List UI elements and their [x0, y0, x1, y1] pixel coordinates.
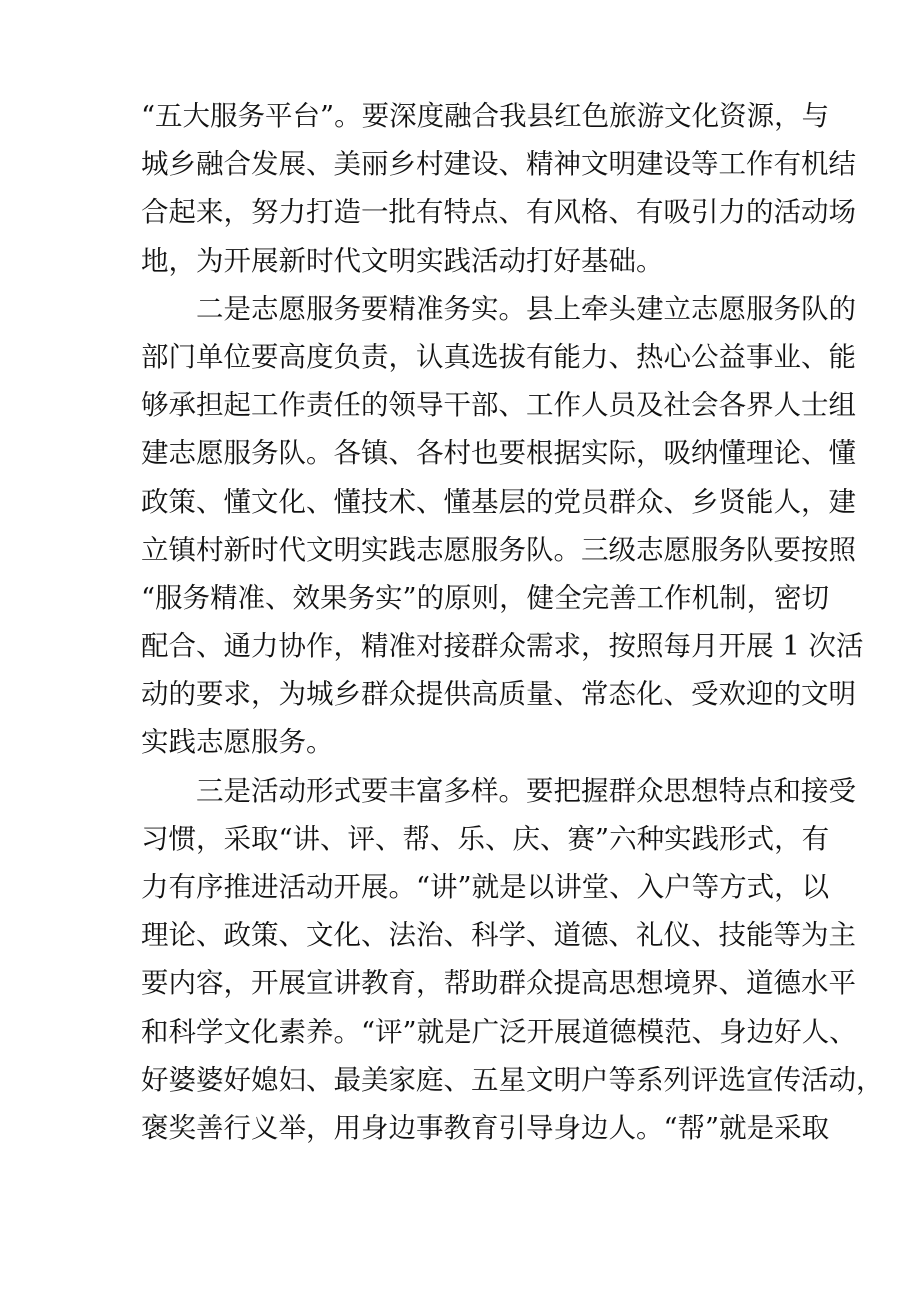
paragraph-1-line-1: “五大服务平台”。要深度融合我县红色旅游文化资源，与: [141, 100, 830, 132]
paragraph-3-line-4: 理论、政策、文化、法治、科学、道德、礼仪、技能等为主: [141, 919, 856, 952]
paragraph-3-line-2: 习惯，采取“讲、评、帮、乐、庆、赛”六种实践形式，有: [141, 822, 830, 855]
body-text: [141, 92, 884, 1152]
paragraph-3-line-3: 力有序推进活动开展。“讲”就是以讲堂、入户等方式，以: [141, 871, 830, 903]
paragraph-2-line-3: 够承担起工作责任的领导干部、工作人员及社会各界人士组: [141, 389, 856, 422]
paragraph-2-line-2: 部门单位要高度负责，认真选拔有能力、热心公益事业、能: [141, 340, 856, 373]
paragraph-2-line-8: 配合、通力协作，精准对接群众需求，按照每月开展 1 次活: [141, 630, 864, 663]
paragraph-2-line-5: 政策、懂文化、懂技术、懂基层的党员群众、乡贤能人，建: [141, 485, 856, 518]
paragraph-3-line-6: 和科学文化素养。“评”就是广泛开展道德模范、身边好人、: [141, 1015, 857, 1048]
paragraph-2-line-1: 二是志愿服务要精准务实。县上牵头建立志愿服务队的: [196, 292, 856, 325]
paragraph-3-line-8: 褒奖善行义举，用身边事教育引导身边人。“帮”就是采取: [141, 1111, 830, 1144]
paragraph-2-line-10: 实践志愿服务。: [141, 726, 334, 759]
paragraph-2-line-6: 立镇村新时代文明实践志愿服务队。三级志愿服务队要按照: [141, 533, 856, 566]
paragraph-2-line-7: “服务精准、效果务实”的原则，健全完善工作机制，密切: [141, 581, 830, 614]
paragraph-1-line-3: 合起来，努力打造一批有特点、有风格、有吸引力的活动场: [141, 196, 856, 229]
paragraph-2-line-9: 动的要求，为城乡群众提供高质量、常态化、受欢迎的文明: [141, 678, 856, 711]
paragraph-2-line-4: 建志愿服务队。各镇、各村也要根据实际，吸纳懂理论、懂: [141, 437, 856, 470]
paragraph-1-line-2: 城乡融合发展、美丽乡村建设、精神文明建设等工作有机结: [141, 148, 856, 181]
paragraph-3-line-1: 三是活动形式要丰富多样。要把握群众思想特点和接受: [196, 774, 856, 807]
paragraph-1-line-4: 地，为开展新时代文明实践活动打好基础。: [141, 244, 664, 277]
paragraph-3-line-7: 好婆婆好媳妇、最美家庭、五星文明户等系列评选宣传活动，: [141, 1063, 884, 1096]
paragraph-3-line-5: 要内容，开展宣讲教育，帮助群众提高思想境界、道德水平: [141, 967, 856, 1000]
